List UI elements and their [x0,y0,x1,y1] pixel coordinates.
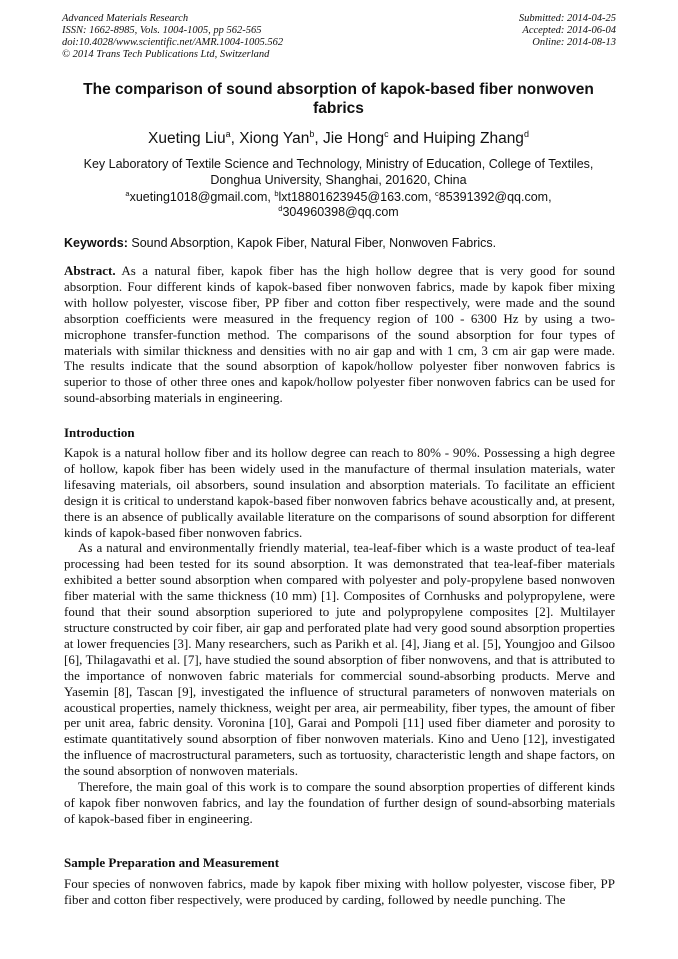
author-name: , Jie Hong [314,130,385,147]
date-online: Online: 2014-08-13 [532,37,616,48]
author-list [62,129,615,148]
author-affil-mark: d [523,129,529,139]
publication-dates [519,13,616,49]
author-name: Xueting Liu [148,130,226,147]
author-affil-mark: b [309,129,315,139]
date-submitted: Submitted: 2014-04-25 [518,13,616,24]
email-address[interactable]: lxt18801623945@163.com, [278,190,436,204]
abstract-label: Abstract. [64,263,116,278]
introduction-heading: Introduction [64,425,135,440]
email-mark: c [435,189,439,198]
journal-doi[interactable]: doi:10.4028/www.scientific.net/AMR.1004-1005.562 [62,37,284,48]
journal-info [62,13,283,61]
author-affil-mark: a [225,129,231,139]
author-name: and Huiping Zhang [388,130,524,147]
keywords [64,235,617,251]
author-name: , Xiong Yan [230,130,310,147]
author-emails [62,190,615,220]
journal-name: Advanced Materials Research [62,13,189,24]
email-mark: a [125,189,130,198]
sample-paragraph: Four species of nonwoven fabrics, made by kapok fiber mixing with hollow polyester, viscose fiber, PP fiber and cotton fiber respectively, were produced by carding, followed by needle punching. The [64,876,615,907]
paper-title: The comparison of sound absorption of kapok-based fiber nonwoven fabrics [83,81,594,117]
email-address[interactable]: xueting1018@gmail.com, [129,190,275,204]
journal-issn: ISSN: 1662-8985, Vols. 1004-1005, pp 562-565 [62,25,262,36]
author-affil-mark: c [384,129,389,139]
affiliation: Key Laboratory of Textile Science and Technology, Ministry of Education, College of Textiles, Donghua University, Shanghai, 201620, China [83,157,594,187]
keywords-text: Sound Absorption, Kapok Fiber, Natural Fiber, Nonwoven Fabrics. [127,236,497,250]
journal-copyright: © 2014 Trans Tech Publications Ltd, Switzerland [62,49,270,60]
sample-body [64,876,615,908]
email-mark: b [274,189,279,198]
sample-heading: Sample Preparation and Measurement [64,855,280,870]
email-mark: d [278,204,283,213]
keywords-label: Keywords: [64,236,128,250]
email-address[interactable]: 85391392@qq.com, [438,190,552,204]
intro-paragraph: Therefore, the main goal of this work is to compare the sound absorption properties of different kinds of kapok fiber nonwoven fabrics, and lay the foundation of further design of sound-absorbing materials of kapok-based fiber in engineering. [64,779,615,826]
intro-paragraph: Kapok is a natural hollow fiber and its hollow degree can reach to 80% - 90%. Possessing a high degree of hollow, kapok fiber has been widely used in the manufacture of thermal insulation materials, water lifesaving materials, oil absorbers, sound insulation and absorption materials. To facilitate an efficient design it is critical to understand kapok-based fiber nonwoven fabrics behave acoustically and, at present, there is an absence of publically available literature on the comparisons of sound absorption for different kinds of kapok-based fiber nonwoven fabrics. [64,445,615,540]
email-address[interactable]: 304960398@qq.com [282,205,399,219]
date-accepted: Accepted: 2014-06-04 [522,25,616,36]
introduction-body [64,445,615,827]
abstract [64,263,615,406]
abstract-text: As a natural fiber, kapok fiber has the high hollow degree that is very good for sound absorption. Four different kinds of kapok-based fiber nonwoven fabrics, made by kapok fiber mixing with hollow polyester, viscose fiber, PP fiber and cotton fiber respectively, were made and the sound absorption coefficients were measured in the frequency region of 100 - 6300 Hz by using a two-microphone transfer-function method. The comparisons of the sound absorption for four types of materials with similar thickness and densities with no air gap and with 1 cm, 3 cm air gap were made. The results indicate that the sound absorption of kapok/hollow polyester fiber nonwoven fabrics is superior to those of other three ones and kapok/hollow polyester fiber nonwoven fabrics can be used for sound-absorbing materials in engineering. [64,263,615,406]
intro-paragraph: As a natural and environmentally friendly material, tea-leaf-fiber which is a waste product of tea-leaf processing had been tested for its sound absorption. It was demonstrated that tea-leaf-fiber materials exhibited a better sound absorption when compared with polyester and poly-propylene based nonwoven fiber material with the same thickness (10 mm) [1]. Composites of Cornhusks and polypropylene, were found that their sound absorption superiored to jute and polypropylene composites [2]. Multilayer structure constructed by coir fiber, air gap and perforated plate had very good sound absorption properties at lower frequencies [3]. Many researchers, such as Parikh et al. [4], Jiang et al. [5], Youngjoo and Gilsoo [6], Thilagavathi et al. [7], have studied the sound absorption of fiber nonwovens, and that is attributed to the importance of nonwoven fabric materials for commercial sound-absorbing products. Merve and Yasemin [8], Tascan [9], investigated the influence of structural parameters of nonwoven materials on acoustical properties, namely thickness, weight per area, air permeability, fiber types, the amount of fiber per unit area, fabric density. Voronina [10], Garai and Pompoli [11] used fiber diameter and porosity to estimate quantitatively sound absorption of fiber nonwoven materials. Kino and Ueno [12], investigated the influence of macrostructural parameters, such as tortuosity, characteristic length and shape factors, on the sound absorption of nonwoven materials. [64,540,615,779]
